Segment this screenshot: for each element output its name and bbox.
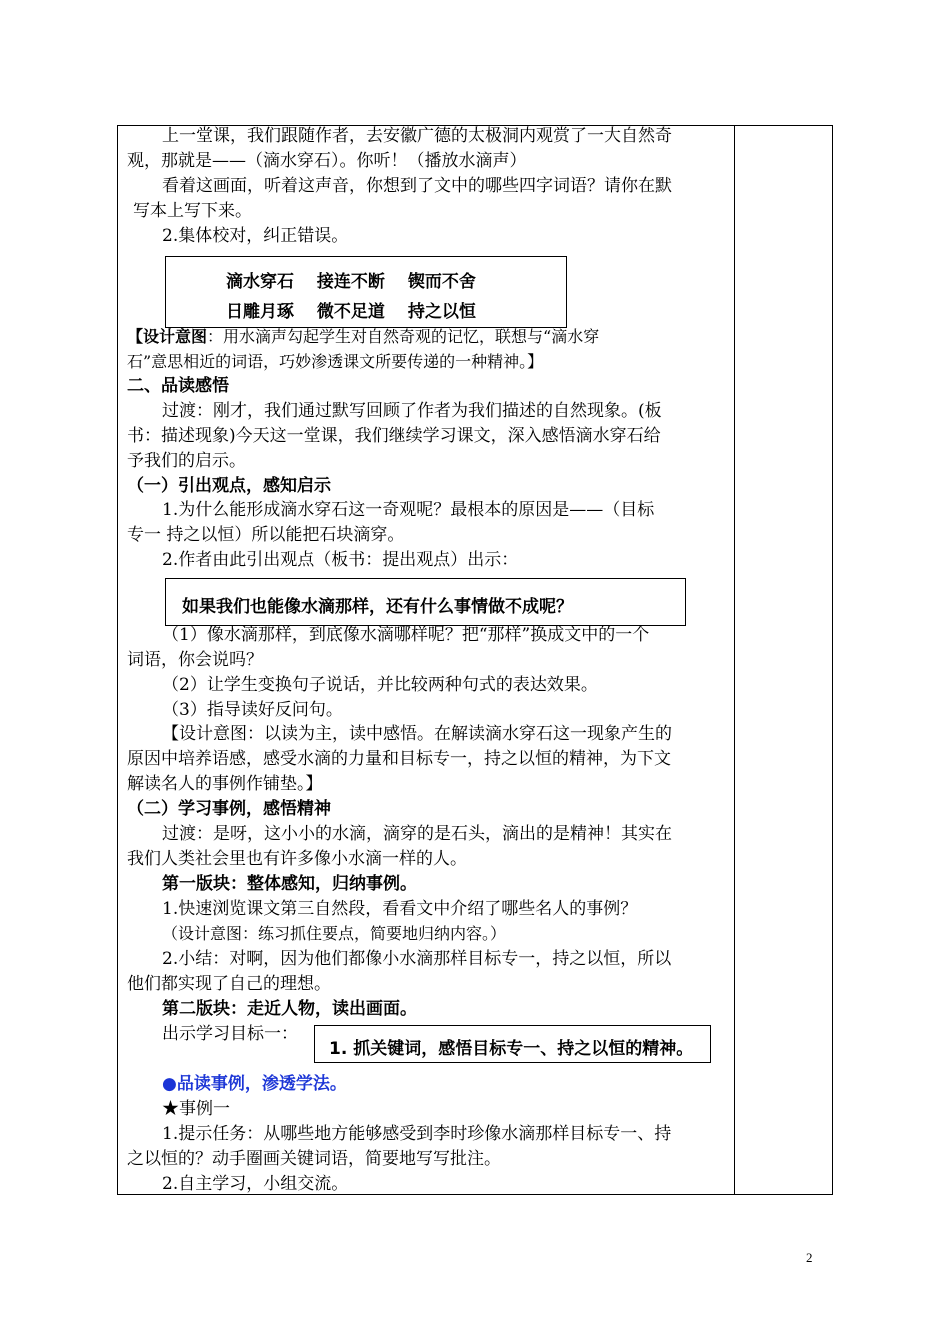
- text-line: 写本上写下来。: [133, 201, 252, 221]
- design-intent-label: 【设计意图: [127, 327, 208, 346]
- text-line: 过渡：刚才，我们通过默写回顾了作者为我们描述的自然现象。(板: [162, 401, 662, 421]
- text-line: 他们都实现了自己的理想。: [127, 974, 331, 994]
- text-line: 1.提示任务：从哪些地方能够感受到李时珍像水滴那样目标专一、持: [162, 1124, 672, 1144]
- blue-heading: ●品读事例，渗透学法。: [162, 1074, 347, 1094]
- vocabulary-row-1: 滴水穿石 接连不断 锲而不舍: [226, 272, 476, 292]
- learning-goal-box: [314, 1025, 711, 1063]
- text-line: 石”意思相近的词语，巧妙渗透课文所要传递的一种精神。】: [127, 352, 544, 371]
- text-line: 之以恒的？动手圈画关键词语，简要地写写批注。: [127, 1149, 501, 1169]
- text-line: 原因中培养语感，感受水滴的力量和目标专一，持之以恒的精神，为下文: [127, 749, 671, 769]
- text-line: 看着这画面，听着这声音，你想到了文中的哪些四字词语？请你在默: [162, 176, 672, 196]
- text-line: （1）像水滴那样，到底像水滴哪样呢？把“那样”换成文中的一个: [162, 625, 650, 645]
- block-heading: 第一版块：整体感知，归纳事例。: [162, 874, 417, 894]
- text-line: 2.作者由此引出观点（板书：提出观点）出示：: [162, 550, 519, 570]
- section-heading: 二、品读感悟: [127, 376, 229, 396]
- text-line: 【设计意图：以读为主，读中感悟。在解读滴水穿石这一现象产生的: [162, 724, 672, 744]
- text-line: （3）指导读好反问句。: [162, 700, 343, 720]
- text-line: 专一 持之以恒）所以能把石块滴穿。: [127, 525, 405, 545]
- subsection-heading: （一）引出观点，感知启示: [127, 476, 331, 496]
- design-intent-text: ：用水滴声勾起学生对自然奇观的记忆，联想与“滴水穿: [207, 327, 600, 346]
- text-line: 予我们的启示。: [127, 451, 246, 471]
- text-line: 出示学习目标一：: [162, 1024, 298, 1044]
- quote-box: [165, 578, 686, 626]
- text-line: 我们人类社会里也有许多像小水滴一样的人。: [127, 849, 467, 869]
- text-line: 观，那就是——（滴水穿石）。你听！（播放水滴声）: [127, 151, 527, 171]
- page-number: 2: [806, 1250, 813, 1265]
- subsection-heading: （二）学习事例，感悟精神: [127, 799, 331, 819]
- learning-goal-text: 1. 抓关键词，感悟目标专一、持之以恒的精神。: [329, 1039, 694, 1059]
- text-line: 2.集体校对，纠正错误。: [162, 226, 349, 246]
- text-line: 1.快速浏览课文第三自然段，看看文中介绍了哪些名人的事例？: [162, 899, 638, 919]
- text-line: （2）让学生变换句子说话，并比较两种句式的表达效果。: [162, 675, 598, 695]
- text-line: 2.小结：对啊，因为他们都像小水滴那样目标专一，持之以恒，所以: [162, 949, 672, 969]
- block-heading: 第二版块：走近人物，读出画面。: [162, 999, 417, 1019]
- quote-text: 如果我们也能像水滴那样，还有什么事情做不成呢？: [182, 597, 573, 617]
- text-line: （设计意图：练习抓住要点，简要地归纳内容。）: [162, 924, 507, 943]
- vocabulary-box: [165, 256, 567, 328]
- text-line: 2.自主学习，小组交流。: [162, 1174, 349, 1194]
- text-line: 解读名人的事例作铺垫。】: [127, 774, 323, 794]
- text-line: 上一堂课，我们跟随作者，去安徽广德的太极洞内观赏了一大自然奇: [162, 126, 672, 146]
- vocabulary-row-2: 日雕月琢 微不足道 持之以恒: [226, 302, 476, 322]
- text-line: ★事例一: [162, 1099, 230, 1119]
- text-line: 词语，你会说吗？: [127, 650, 263, 670]
- text-line: 1.为什么能形成滴水穿石这一奇观呢？最根本的原因是——（目标: [162, 500, 655, 520]
- text-line: 书：描述现象)今天这一堂课，我们继续学习课文，深入感悟滴水穿石给: [127, 426, 661, 446]
- text-line: 过渡：是呀，这小小的水滴，滴穿的是石头，滴出的是精神！其实在: [162, 824, 672, 844]
- design-intent-note: [127, 325, 727, 350]
